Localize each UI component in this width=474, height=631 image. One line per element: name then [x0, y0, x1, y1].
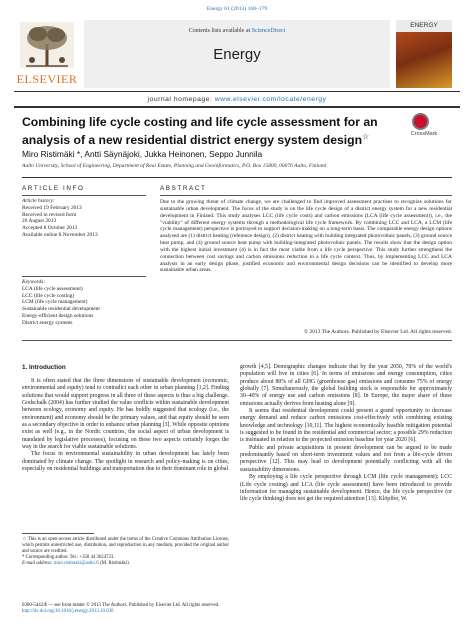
contents-line: Contents lists available at ScienceDirect [188, 28, 286, 34]
history-item: Received 19 February 2013 [22, 204, 82, 211]
keywords-label: Keywords: [22, 279, 46, 285]
body-paragraph: The focus in environmental sustainability in urban development has lately been dominated by climate change. The spotlight in research and policy-making is on cities, especially on residential buildings and transportation due to their dominant role in global [22, 451, 229, 473]
sciencedirect-link[interactable]: ScienceDirect [251, 28, 286, 34]
keyword-item: District energy systems [22, 319, 73, 326]
cover-title: ENERGY [396, 20, 452, 32]
history-item: Accepted 8 October 2013 [22, 225, 78, 232]
article-history [22, 198, 146, 239]
body-paragraph: It seems that residential development could present a grand opportunity to decrease energy demand and reduce carbon emissions cost-effectively with combining existing knowledge and technology [10,11]. The highest economically feasible mitigation potential is suggested to be found in the residential and commercial sector; a possible 29% reduction is insinuated in relation to the projected emission baseline for year 2020 [6]. [240, 408, 452, 444]
title-divider [22, 177, 452, 178]
header-rule-bottom [14, 106, 460, 108]
history-label: Article history: [22, 198, 55, 204]
article-info-rule [22, 195, 146, 196]
crossmark-icon [412, 113, 429, 130]
abstract-copyright: © 2013 The Authors. Published by Elsevier Ltd. All rights reserved. [304, 329, 452, 335]
corresponding-author-footnote: * Corresponding author. Tel.: +358 44 3624723. [22, 555, 115, 561]
journal-cover-thumbnail[interactable] [396, 20, 452, 88]
journal-title: Energy [213, 46, 261, 63]
elsevier-tree-icon [20, 22, 74, 68]
abstract-rule [160, 195, 452, 196]
article-title: Combining life cycle costing and life cycle assessment for an analysis of a new residential district energy system design☆ [22, 115, 378, 147]
article-info-heading: ARTICLE INFO [22, 185, 85, 192]
body-paragraph: growth [4,5]. Demographic changes indicate that by the year 2050, 70% of the world's population will live in cities [6]. In terms of emissions and energy consumption, cities produce about 80% of all GHG (greenhouse gas) emissions and consume 75% of energy globally [7]. Simultaneously, the global building stock is responsible for approximately 30–40% of energy use and carbon emissions [8]. In Europe, the major share of these emissions actually derives from heating alone [9]. [240, 364, 452, 407]
cover-image [396, 32, 452, 88]
footnote-rule [22, 533, 94, 534]
body-paragraph: Public and private acquisitions in present development can be argued to be made predominantly based on short-term investment values and not from a life-cycle driven perspective [12]. This may lead to development potentially conflicting with all the sustainability dimensions. [240, 444, 452, 473]
abstract-bottom-rule [22, 340, 452, 341]
journal-homepage-line: journal homepage: www.elsevier.com/locate/energy [147, 96, 327, 103]
elsevier-logo [14, 20, 80, 90]
header-rule [14, 91, 460, 92]
history-item: Available online 8 November 2013 [22, 231, 98, 238]
keyword-item: Sustainable residential development [22, 306, 100, 313]
author-affiliation: Aalto University, School of Engineering, Department of Real Estate, Planning and Geoinformatics, P.O. Box 15800, 00076 Aalto, Finland [22, 163, 327, 169]
article-info-rule-2 [22, 276, 146, 277]
front-matter-line: 0360-5442/$ — see front matter © 2013 The Authors. Published by Elsevier Ltd. All rights reserved. [22, 603, 220, 608]
elsevier-wordmark: ELSEVIER [16, 72, 78, 86]
page-footer [22, 603, 322, 616]
doi-link[interactable]: http://dx.doi.org/10.1016/j.energy.2013.10.030 [22, 609, 114, 615]
abstract-text: Due to the growing threat of climate change, we are challenged to find improved assessment practises to recognize solutions for sustainable urban development. The focus of the study is on the life cycle design of a district energy system for a new residential development in Finland. This study analyses LCC (life cycle costs) and carbon emissions (LCA (life cycle assessment)), i.e., the "viability" of different energy systems through a methodological life cycle framework. By combining LCC and LCA, a LCM (life cycle management) perspective is portrayed to support decision-making on a long-term basis. The comparable energy design options analysed are (1) district heating (reference design), (2) district heating with building integrated photovoltaic panels, (3) ground source heat pump, and (4) ground source heat pump with building-integrated photovoltaic panels. The results show that the design option with the highest initial investment (4) is in fact the most viable from a life cycle perspective. This study further strengthens the connection between cost savings and carbon emissions reduction in a life cycle context. Thus, by implementing LCC and LCA analysis in an early design phase, justified economic and environmental design decisions can be identified to develop more sustainable urban areas. [160, 199, 452, 274]
open-access-footnote: ☆ This is an open-access article distributed under the terms of the Creative Commons Attribution License, which permits unrestricted use, distribution, and reproduction in any medium, provided the original author and source are credited. [22, 537, 229, 555]
keyword-item: LCM (life cycle management) [22, 299, 88, 306]
body-column-right [240, 364, 452, 504]
crossmark-label: CrossMark [410, 131, 438, 137]
body-column-left [22, 378, 229, 473]
keywords-list [22, 279, 146, 327]
body-paragraph: It is often stated that the three dimensions of sustainable development (economic, environmental and equity) tend to contradict each other in urban planning [1,2]. Finding solutions that would support progress in all three of these aspects is thus a big challenge. Godschalk (2004) has further studied the value conflicts within sustainable development between ecology, economy and equity. He has boldly suggested that ecology (i.e., the environment) and economy should be the primary values, and that equity should be seen as a secondary objective in order to enhance urban planning [3]. While opposite opinions exist as well (e.g., in the Nordic countries, the social aspect of urban development is mandated by legislative processes), focusing on these two aspects certainly forges the way in the search for viable sustainable solutions. [22, 378, 229, 451]
keyword-item: LCA (life cycle assessment) [22, 285, 83, 292]
title-footnote-mark[interactable]: ☆ [362, 131, 370, 141]
body-paragraph: By employing a life cycle perspective through LCM (life cycle management); LCC (Life cycle costing) and LCA (life cycle assessment) have been introduced to provide information for managing sustainable development. Hence, the life cycle perspective (or life cycle thinking) does not get the required attention [13]. Klöpffer, W. [240, 474, 452, 503]
section-heading-introduction: 1. Introduction [22, 364, 66, 371]
author-list: Miro Ristimäki *, Antti Säynäjoki, Jukka Heinonen, Seppo Junnila [22, 149, 263, 159]
history-item: 26 August 2013 [22, 218, 57, 225]
journal-citation[interactable]: Energy 61 (2013) 168–179 [206, 6, 268, 12]
abstract-heading: ABSTRACT [160, 185, 207, 192]
footnotes [22, 537, 229, 567]
history-item: Received in revised form [22, 211, 77, 218]
crossmark-badge[interactable] [404, 113, 456, 139]
keyword-item: Energy-efficient design solutions [22, 312, 94, 319]
email-footnote: E-mail address: miro.ristimaki@aalto.fi (M. Ristimäki). [22, 561, 130, 567]
journal-masthead [84, 20, 390, 88]
author-email-link[interactable]: miro.ristimaki@aalto.fi [53, 561, 99, 567]
keyword-item: LCC (life cycle costing) [22, 292, 75, 299]
journal-homepage-link[interactable]: www.elsevier.com/locate/energy [214, 96, 327, 103]
